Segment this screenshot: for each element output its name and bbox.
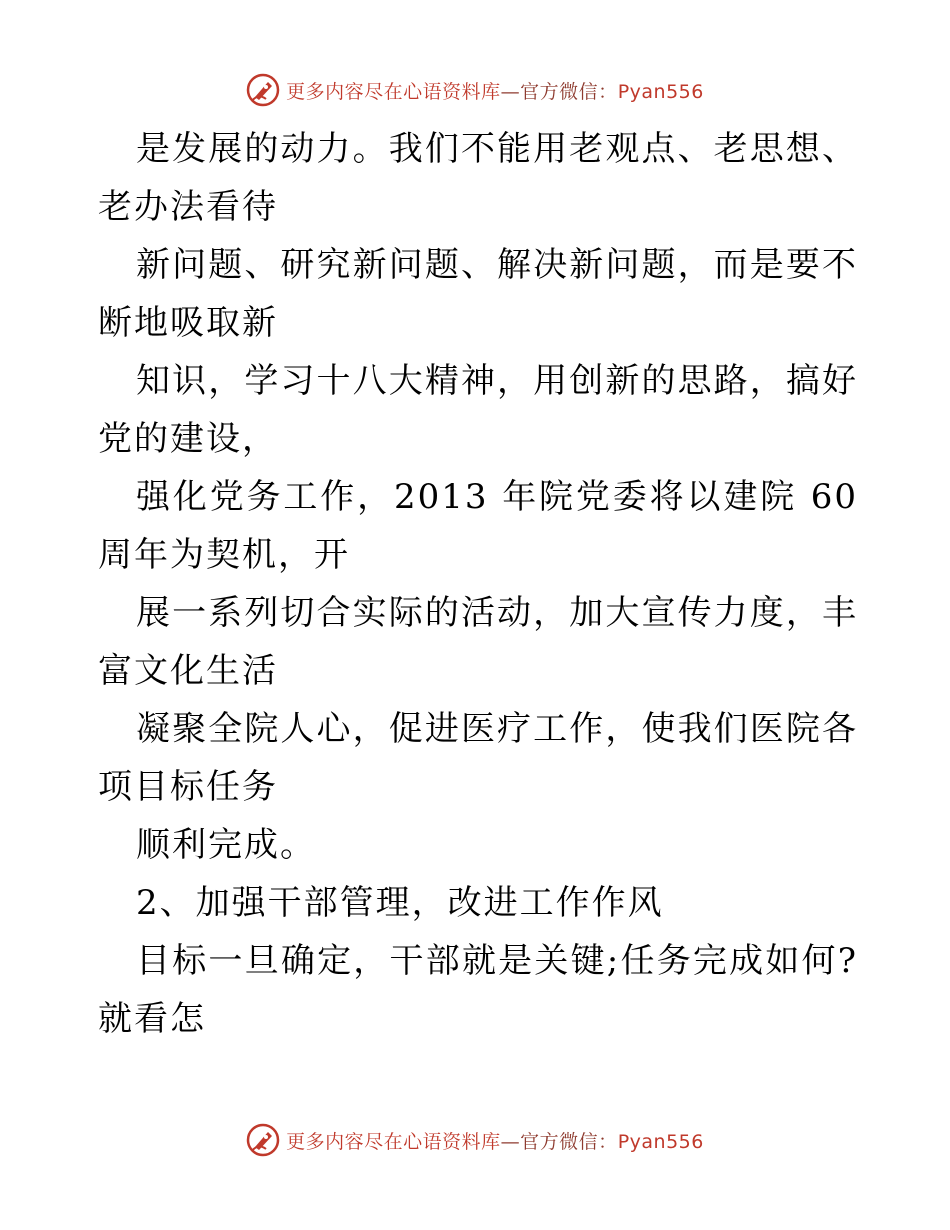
pen-nib-logo-icon [246, 73, 280, 107]
footer-banner-wechat-label: 官方微信： [520, 1130, 618, 1153]
paragraph: 强化党务工作，2013 年院党委将以建院 60 周年为契机，开 [98, 477, 858, 575]
paragraph: 是发展的动力。我们不能用老观点、老思想、老办法看待 [98, 129, 858, 227]
footer-banner-text [286, 1127, 704, 1154]
header-banner-main: 更多内容尽在心语资料库 [286, 80, 501, 103]
paragraph: 顺利完成。 [136, 825, 316, 865]
footer-banner-separator: — [500, 1130, 521, 1153]
footer-banner-main: 更多内容尽在心语资料库 [286, 1130, 501, 1153]
paragraph: 凝聚全院人心，促进医疗工作，使我们医院各项目标任务 [98, 709, 858, 807]
footer-banner-wechat-id: Pyan556 [617, 1130, 704, 1153]
document-body [98, 120, 858, 1048]
header-banner-text [286, 77, 704, 104]
paragraph: 知识，学习十八大精神，用创新的思路，搞好党的建设， [98, 361, 858, 459]
footer-banner [0, 1120, 950, 1160]
header-banner-wechat-id: Pyan556 [617, 80, 704, 103]
paragraph: 展一系列切合实际的活动，加大宣传力度，丰富文化生活 [98, 593, 858, 691]
header-banner-wechat-label: 官方微信： [520, 80, 618, 103]
pen-nib-logo-icon [246, 1123, 280, 1157]
header-banner-separator: — [500, 80, 521, 103]
paragraph: 目标一旦确定，干部就是关键;任务完成如何?就看怎 [98, 941, 858, 1039]
paragraph: 新问题、研究新问题、解决新问题，而是要不断地吸取新 [98, 245, 858, 343]
section-heading: 2、加强干部管理，改进工作作风 [136, 883, 664, 923]
header-banner [0, 70, 950, 110]
